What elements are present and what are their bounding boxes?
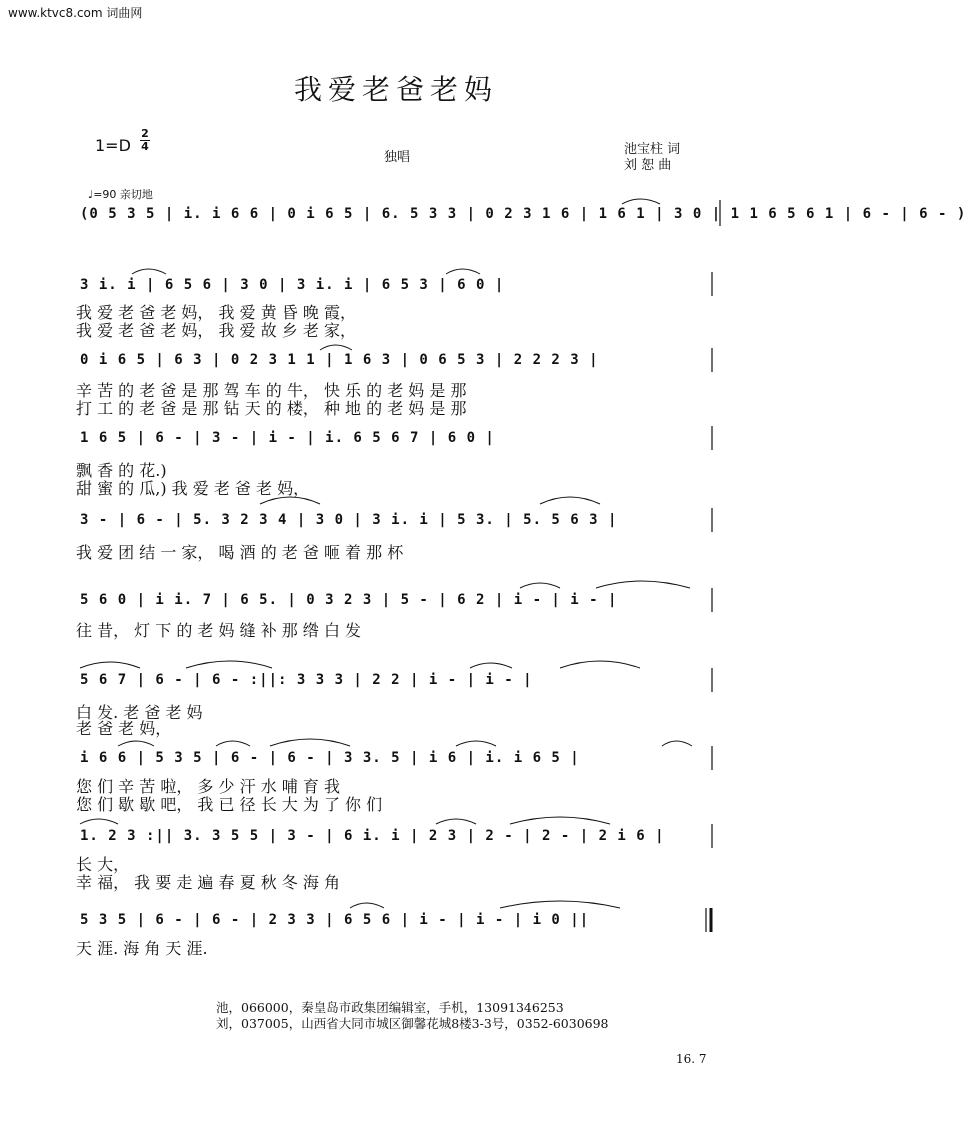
slur-mark bbox=[500, 901, 620, 908]
lyric-line: 您 们 辛 苦 啦， 多 少 汗 水 哺 育 我 bbox=[76, 777, 340, 796]
lyric-line: 打 工 的 老 爸 是 那 钻 天 的 楼， 种 地 的 老 妈 是 那 bbox=[76, 399, 467, 418]
lyric-line: 往 昔， 灯 下 的 老 妈 缝 补 那 绺 白 发 bbox=[76, 621, 362, 640]
lyric-line: 我 爱 老 爸 老 妈， 我 爱 黄 昏 晚 霞， bbox=[76, 303, 356, 322]
notation-line: 5 3 5 | 6 - | 6 - | 2 3 3 | 6 5 6 | i - | i - | i 0 || bbox=[80, 912, 590, 928]
lyric-line: 辛 苦 的 老 爸 是 那 驾 车 的 牛， 快 乐 的 老 妈 是 那 bbox=[76, 381, 467, 400]
notation-line: 3 - | 6 - | 5. 3 2 3 4 | 3 0 | 3 i. i | 5 3. | 5. 5 6 3 | bbox=[80, 512, 618, 528]
lyric-line: 我 爱 老 爸 老 妈， 我 爱 故 乡 老 家， bbox=[76, 321, 356, 340]
slur-mark bbox=[216, 741, 250, 746]
slur-mark bbox=[270, 739, 350, 746]
time-signature-bottom: 4 bbox=[141, 140, 149, 153]
slur-mark bbox=[446, 269, 480, 274]
slur-mark bbox=[510, 817, 610, 824]
page-title: 我爱老爸老妈 bbox=[293, 73, 498, 106]
footer-line: 刘，037005，山西省大同市城区御馨花城8楼3-3号，0352-6030698 bbox=[216, 1016, 609, 1031]
lyric-line: 老 爸 老 妈， bbox=[76, 719, 172, 738]
slur-mark bbox=[118, 741, 154, 746]
notation-line: 1 6 5 | 6 - | 3 - | i - | i. 6 5 6 7 | 6 0 | bbox=[80, 430, 495, 446]
lyric-line: 我 爱 团 结 一 家， 喝 酒 的 老 爸 咂 着 那 杯 bbox=[76, 543, 404, 562]
notation-line: i 6 6 | 5 3 5 | 6 - | 6 - | 3 3. 5 | i 6 | i. i 6 5 | bbox=[80, 750, 580, 766]
tempo-marking: ♩=90 亲切地 bbox=[88, 188, 153, 201]
lyric-line: 甜 蜜 的 瓜,) 我 爱 老 爸 老 妈， bbox=[76, 479, 310, 498]
performance-type: 独唱 bbox=[384, 150, 411, 165]
lyric-line: 长 大， bbox=[76, 855, 130, 874]
slur-mark bbox=[456, 741, 496, 746]
lyric-line: 白 发. 老 爸 老 妈 bbox=[76, 703, 203, 722]
slur-mark bbox=[520, 583, 560, 588]
slur-mark bbox=[662, 741, 692, 746]
slur-mark bbox=[260, 497, 320, 504]
slur-mark bbox=[540, 497, 600, 504]
notation-line: 5 6 0 | i i. 7 | 6 5. | 0 3 2 3 | 5 - | 6 2 | i - | i - | bbox=[80, 592, 618, 608]
slur-mark bbox=[436, 819, 476, 824]
page-number: 16. 7 bbox=[676, 1052, 707, 1066]
notation-line: 5 6 7 | 6 - | 6 - :||: 3 3 3 | 2 2 | i - | i - | bbox=[80, 672, 533, 688]
notation-line: 3 i. i | 6 5 6 | 3 0 | 3 i. i | 6 5 3 | 6 0 | bbox=[80, 277, 505, 293]
footer-line: 池，066000，秦皇岛市政集团编辑室，手机，13091346253 bbox=[216, 1000, 564, 1015]
slur-mark bbox=[350, 903, 384, 908]
time-signature-top: 2 bbox=[141, 127, 149, 140]
slur-mark bbox=[320, 345, 352, 350]
composer-credit: 刘 恕 曲 bbox=[624, 158, 672, 173]
slur-mark bbox=[596, 581, 690, 588]
notation-line: (0 5 3 5 | i. i 6 6 | 0 i 6 5 | 6. 5 3 3 | 0 2 3 1 6 | 1 6 1 | 3 0 | 1 1 6 5 6 1 | 6 - | 6 - ) bbox=[80, 206, 966, 222]
slur-mark bbox=[80, 662, 140, 668]
slur-mark bbox=[470, 663, 512, 668]
lyricist-credit: 池宝柱 词 bbox=[624, 142, 681, 157]
slur-mark bbox=[80, 819, 118, 824]
site-watermark: www.ktvc8.com 词曲网 bbox=[8, 6, 143, 20]
key-signature: 1=D bbox=[95, 136, 131, 155]
lyric-line: 幸 福， 我 要 走 遍 春 夏 秋 冬 海 角 bbox=[76, 873, 340, 892]
lyric-line: 天 涯. 海 角 天 涯. bbox=[76, 939, 208, 958]
slur-mark bbox=[560, 661, 640, 668]
notation-line: 0 i 6 5 | 6 3 | 0 2 3 1 1 | 1 6 3 | 0 6 5 3 | 2 2 2 3 | bbox=[80, 352, 599, 368]
notation-line: 1. 2 3 :|| 3. 3 5 5 | 3 - | 6 i. i | 2 3 | 2 - | 2 - | 2 i 6 | bbox=[80, 828, 665, 844]
slur-mark bbox=[132, 269, 166, 274]
slur-mark bbox=[186, 661, 272, 668]
lyric-line: 飘 香 的 花.) bbox=[76, 461, 167, 480]
lyric-line: 您 们 歇 歇 吧， 我 已 径 长 大 为 了 你 们 bbox=[76, 795, 383, 814]
slur-mark bbox=[622, 199, 660, 204]
